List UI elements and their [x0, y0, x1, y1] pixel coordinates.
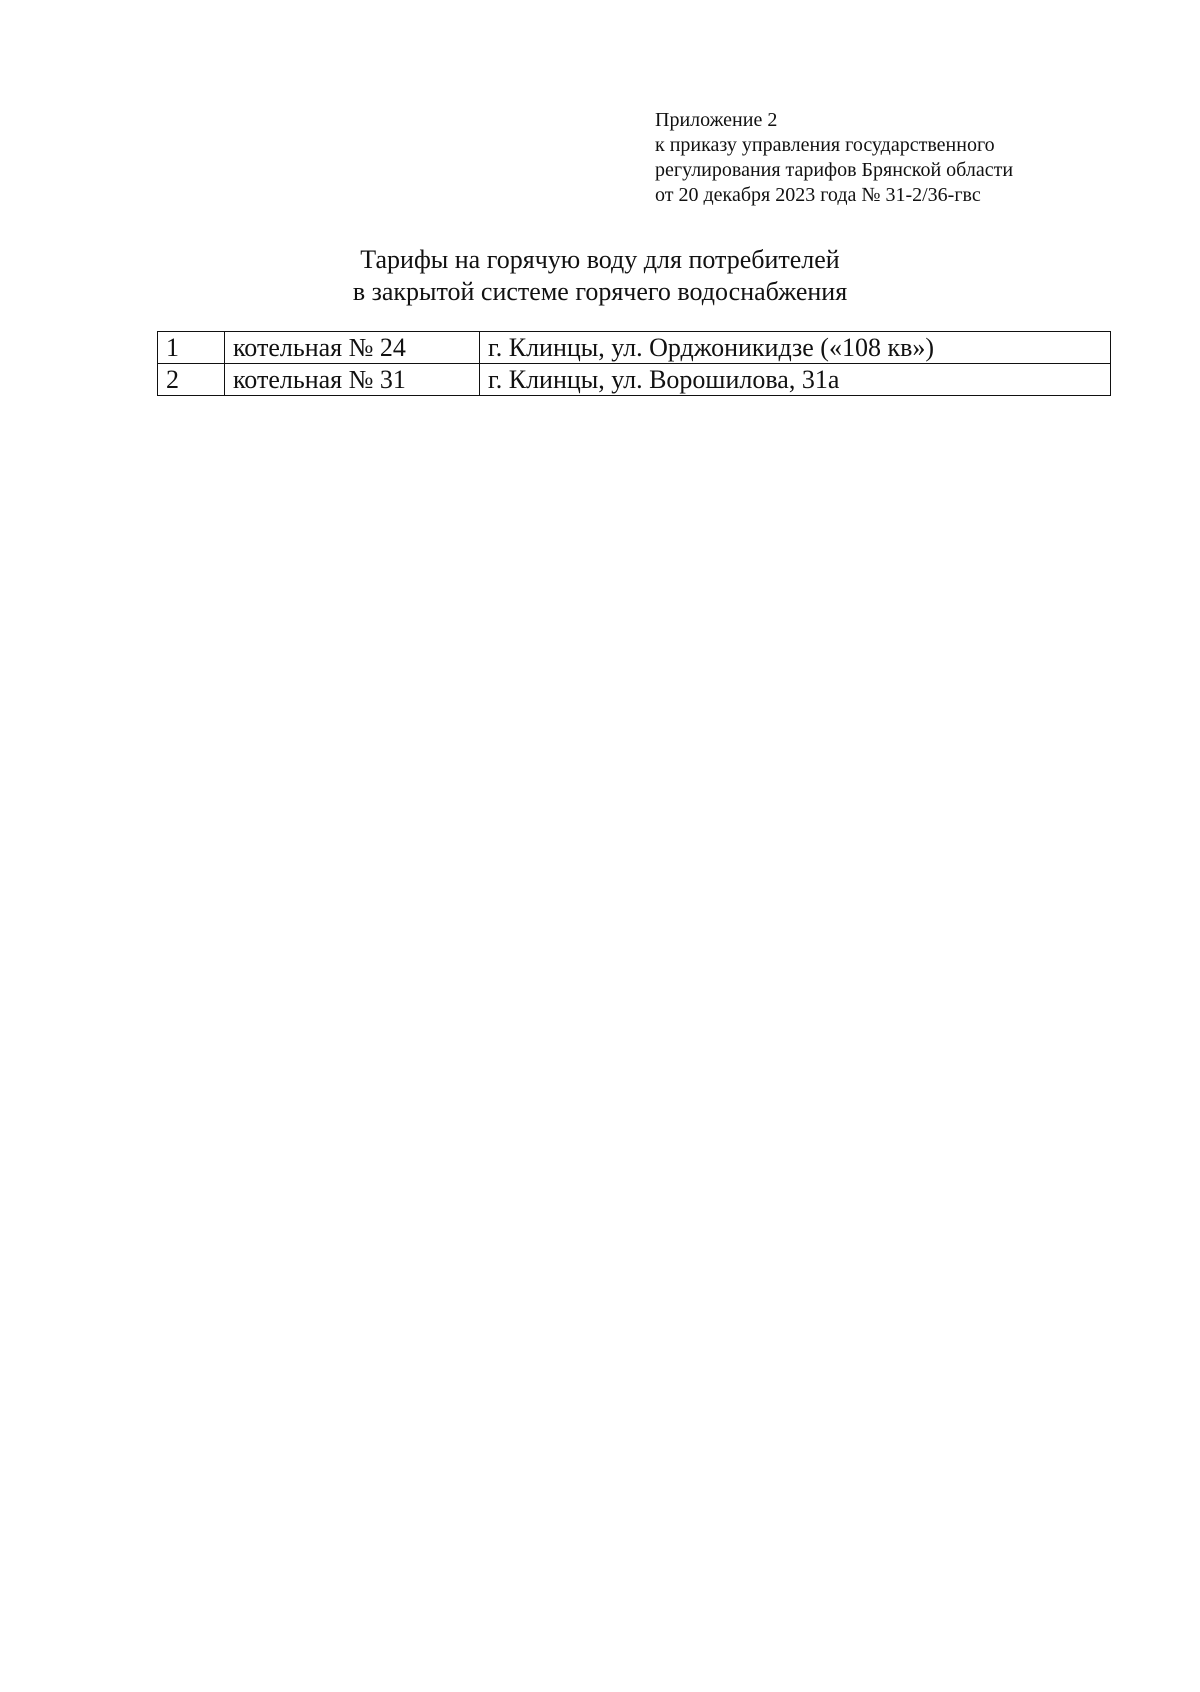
- title-line: в закрытой системе горячего водоснабжения: [352, 277, 848, 306]
- appendix-line: регулирования тарифов Брянской области: [655, 159, 1014, 181]
- appendix-line: Приложение 2: [655, 109, 778, 131]
- boiler-name-cell: котельная № 24: [225, 332, 480, 364]
- appendix-reference: [655, 108, 1135, 208]
- appendix-line: к приказу управления государственного: [655, 134, 995, 156]
- address-cell: г. Клинцы, ул. Орджоникидзе («108 кв»): [480, 332, 1111, 364]
- address-cell: г. Клинцы, ул. Ворошилова, 31а: [480, 364, 1111, 396]
- boiler-table: [157, 331, 1111, 396]
- row-number-cell: 2: [158, 364, 225, 396]
- row-number-cell: 1: [158, 332, 225, 364]
- appendix-line: от 20 декабря 2023 года № 31-2/36-гвс: [655, 184, 981, 206]
- title-line: Тарифы на горячую воду для потребителей: [360, 245, 840, 274]
- table-row: [158, 332, 1111, 364]
- boiler-name-cell: котельная № 31: [225, 364, 480, 396]
- table-row: [158, 364, 1111, 396]
- document-title: [0, 244, 1200, 308]
